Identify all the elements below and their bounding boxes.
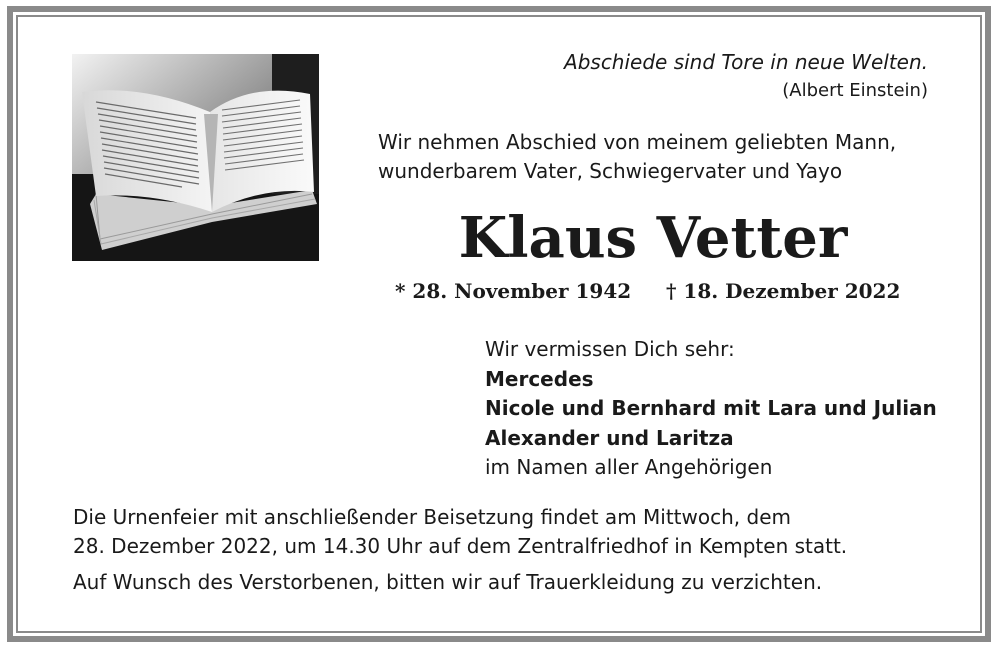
mourning-wish: Auf Wunsch des Verstorbenen, bitten wir auf Trauerkleidung zu verzichten. xyxy=(73,570,823,594)
funeral-info xyxy=(73,503,953,561)
family-outro: im Namen aller Angehörigen xyxy=(485,455,773,479)
quote-author: (Albert Einstein) xyxy=(782,80,928,101)
quote: Abschiede sind Tore in neue Welten. xyxy=(564,50,928,74)
intro-line: Wir nehmen Abschied von meinem geliebten Mann, xyxy=(378,130,897,154)
death-date: † 18. Dezember 2022 xyxy=(666,279,901,303)
birth-date: * 28. November 1942 xyxy=(395,279,632,303)
funeral-line: 28. Dezember 2022, um 14.30 Uhr auf dem Zentralfriedhof in Kempten statt. xyxy=(73,534,848,558)
open-book-photo xyxy=(72,54,319,261)
family-intro: Wir vermissen Dich sehr: xyxy=(485,337,735,361)
open-book-illustration xyxy=(72,54,319,261)
family-member: Mercedes xyxy=(485,366,594,391)
family-signatures xyxy=(485,335,955,483)
intro-line: wunderbarem Vater, Schwiegervater und Yayo xyxy=(378,159,843,183)
funeral-line: Die Urnenfeier mit anschließender Beisetzung findet am Mittwoch, dem xyxy=(73,505,791,529)
family-member: Nicole und Bernhard mit Lara und Julian xyxy=(485,396,937,420)
deceased-name: Klaus Vetter xyxy=(458,205,848,271)
intro-text xyxy=(378,128,938,186)
family-member: Alexander und Laritza xyxy=(485,425,734,450)
